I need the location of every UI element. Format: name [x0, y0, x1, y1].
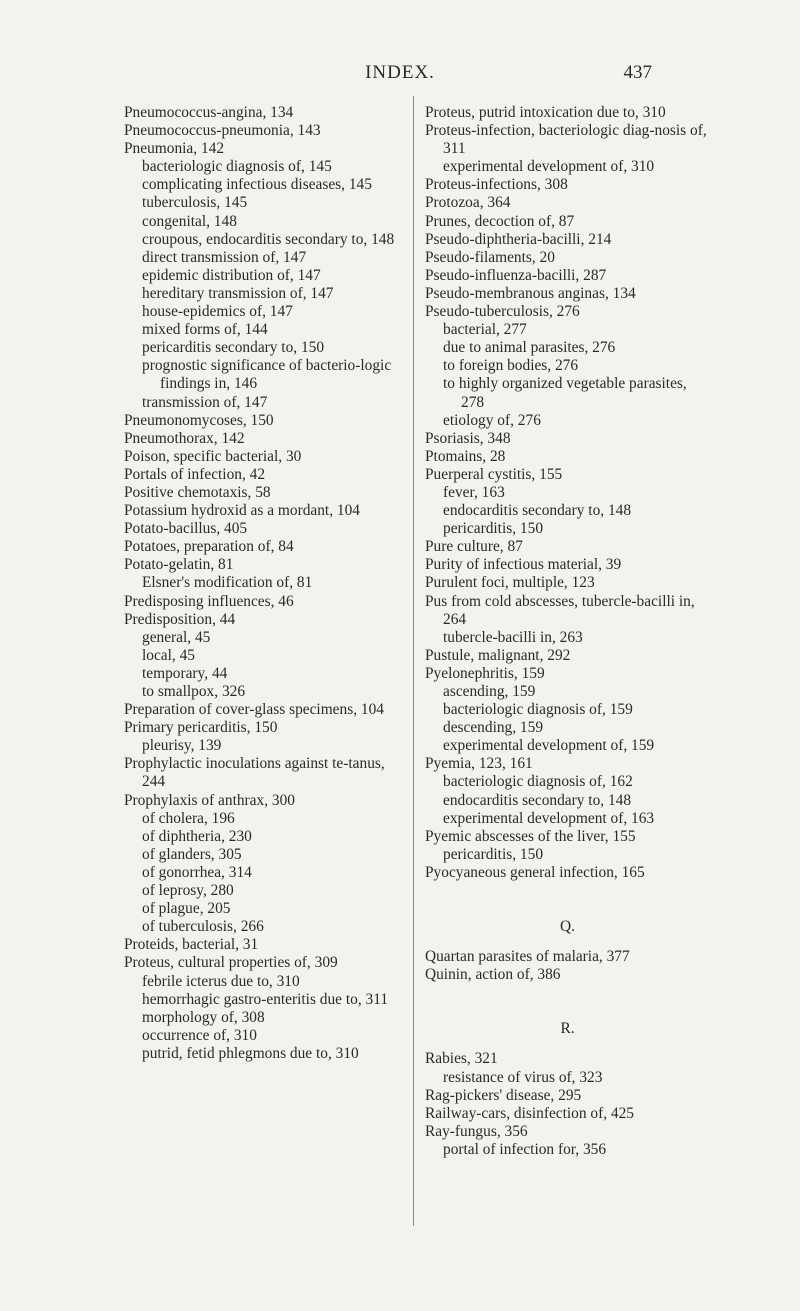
index-subentry: portal of infection for, 356 [443, 1140, 607, 1158]
index-subentry: of cholera, 196 [142, 809, 235, 827]
page-number: 437 [623, 62, 652, 83]
index-entry: Ray-fungus, 356 [425, 1122, 528, 1140]
index-subentry: morphology of, 308 [142, 1008, 265, 1026]
index-entry: Potato-gelatin, 81 [124, 556, 234, 574]
index-subentry: hemorrhagic gastro-enteritis due to, 311 [142, 990, 389, 1008]
index-entry: Quinin, action of, 386 [425, 966, 561, 984]
index-entry: Purity of infectious material, 39 [425, 556, 622, 574]
index-subentry: experimental development of, 163 [443, 809, 655, 827]
index-entry: Poison, specific bacterial, 30 [124, 447, 302, 465]
index-subentry: pericarditis secondary to, 150 [142, 339, 325, 357]
index-subentry: mixed forms of, 144 [142, 321, 268, 339]
index-entry: Prophylaxis of anthrax, 300 [124, 791, 295, 809]
index-subentry: croupous, endocarditis secondary to, 148 [142, 230, 395, 248]
index-entry: Proteids, bacterial, 31 [124, 936, 259, 954]
section-heading-r: R. [560, 1020, 575, 1038]
index-subentry: hereditary transmission of, 147 [142, 284, 334, 302]
index-subentry: transmission of, 147 [142, 393, 268, 411]
index-entry: Pure culture, 87 [425, 538, 523, 556]
index-entry: Pseudo-tuberculosis, 276 [425, 303, 580, 321]
index-entry: Pseudo-influenza-bacilli, 287 [425, 266, 607, 284]
index-subentry: bacteriologic diagnosis of, 145 [142, 158, 332, 176]
index-entry: Positive chemotaxis, 58 [124, 483, 271, 501]
index-subentry: febrile icterus due to, 310 [142, 972, 300, 990]
index-subentry: descending, 159 [443, 719, 544, 737]
index-subentry: endocarditis secondary to, 148 [443, 791, 632, 809]
index-subentry: local, 45 [142, 646, 195, 664]
index-subentry: direct transmission of, 147 [142, 248, 307, 266]
index-subentry: of glanders, 305 [142, 845, 242, 863]
index-entry: Pneumonomycoses, 150 [124, 411, 274, 429]
index-subentry: temporary, 44 [142, 664, 228, 682]
index-entry: Railway-cars, disinfection of, 425 [425, 1104, 634, 1122]
index-entry: Ptomains, 28 [425, 447, 506, 465]
index-entry: Pyemia, 123, 161 [425, 755, 533, 773]
index-subentry: of tuberculosis, 266 [142, 918, 264, 936]
index-entry: Predisposition, 44 [124, 610, 236, 628]
index-subentry: etiology of, 276 [443, 411, 541, 429]
index-entry: Proteus-infections, 308 [425, 176, 568, 194]
index-entry: Proteus, putrid intoxication due to, 310 [425, 104, 666, 121]
index-entry: Pneumococcus-pneumonia, 143 [124, 122, 321, 140]
index-subentry: Elsner's modification of, 81 [142, 574, 313, 592]
index-subentry: fever, 163 [443, 483, 505, 501]
index-subentry: of diphtheria, 230 [142, 827, 252, 845]
index-subentry: prognostic significance of bacterio-logic findings in, 146 [142, 357, 392, 393]
index-subentry: ascending, 159 [443, 683, 536, 700]
index-entry: Pustule, malignant, 292 [425, 646, 571, 664]
index-subentry: occurrence of, 310 [142, 1026, 257, 1044]
section-heading-q: Q. [560, 918, 575, 936]
index-subentry: epidemic distribution of, 147 [142, 266, 321, 284]
index-subentry: bacteriologic diagnosis of, 159 [443, 701, 633, 719]
index-subentry: tubercle-bacilli in, 263 [443, 628, 583, 646]
index-entry: Purulent foci, multiple, 123 [425, 574, 595, 592]
index-entry: Pyocyaneous general infection, 165 [425, 863, 645, 881]
index-entry: Rabies, 321 [425, 1050, 498, 1068]
index-subentry: congenital, 148 [142, 212, 237, 230]
index-entry: Potatoes, preparation of, 84 [124, 538, 294, 556]
index-entry: Pyelonephritis, 159 [425, 664, 545, 682]
page-header [0, 62, 800, 86]
index-subentry: bacterial, 277 [443, 321, 527, 339]
index-subentry: of leprosy, 280 [142, 882, 234, 900]
index-subentry: resistance of virus of, 323 [443, 1068, 603, 1086]
index-entry: Pyemic abscesses of the liver, 155 [425, 827, 636, 845]
index-subentry: putrid, fetid phlegmons due to, 310 [142, 1044, 359, 1062]
index-entry: Pseudo-diphtheria-bacilli, 214 [425, 230, 612, 248]
index-entry: Preparation of cover-glass specimens, 104 [124, 701, 384, 719]
index-subentry: of plague, 205 [142, 900, 231, 918]
index-entry: Primary pericarditis, 150 [124, 719, 278, 737]
index-subentry: house-epidemics of, 147 [142, 303, 293, 321]
index-entry: Proteus-infection, bacteriologic diag-nosis of, 311 [425, 122, 707, 158]
index-entry: Proteus, cultural properties of, 309 [124, 954, 338, 972]
index-subentry: endocarditis secondary to, 148 [443, 502, 632, 520]
index-entry: Prophylactic inoculations against te-tanus, 244 [124, 755, 385, 791]
index-subentry: complicating infectious diseases, 145 [142, 176, 372, 194]
index-entry: Pneumothorax, 142 [124, 429, 245, 447]
index-subentry: tuberculosis, 145 [142, 194, 248, 212]
index-subentry: experimental development of, 159 [443, 737, 655, 755]
index-entry: Puerperal cystitis, 155 [425, 465, 563, 483]
index-entry: Rag-pickers' disease, 295 [425, 1086, 582, 1104]
index-entry: Prunes, decoction of, 87 [425, 212, 575, 230]
right-column [425, 104, 710, 1159]
section-r [425, 1050, 710, 1159]
page-title: INDEX. [365, 62, 435, 83]
index-subentry: due to animal parasites, 276 [443, 339, 616, 357]
index-subentry: pleurisy, 139 [142, 737, 222, 755]
index-entry: Pseudo-membranous anginas, 134 [425, 284, 636, 302]
index-entry: Psoriasis, 348 [425, 429, 511, 447]
index-subentry: to foreign bodies, 276 [443, 357, 579, 375]
index-subentry: of gonorrhea, 314 [142, 863, 252, 881]
index-subentry: pericarditis, 150 [443, 845, 544, 863]
index-entry: Predisposing influences, 46 [124, 592, 294, 610]
index-entry: Pseudo-filaments, 20 [425, 248, 555, 266]
index-subentry: to highly organized vegetable parasites, 278 [443, 375, 687, 411]
left-column [124, 104, 402, 1063]
index-subentry: experimental development of, 310 [443, 158, 655, 176]
index-subentry: to smallpox, 326 [142, 683, 246, 700]
index-entry: Pneumonia, 142 [124, 140, 225, 158]
index-entry: Potato-bacillus, 405 [124, 520, 248, 538]
index-subentry: pericarditis, 150 [443, 520, 544, 538]
index-entry: Portals of infection, 42 [124, 465, 266, 483]
index-entry: Protozoa, 364 [425, 194, 511, 212]
index-subentry: bacteriologic diagnosis of, 162 [443, 773, 633, 791]
section-q [425, 948, 710, 984]
index-entry: Potassium hydroxid as a mordant, 104 [124, 502, 360, 520]
index-entry: Pus from cold abscesses, tubercle-bacilli in, 264 [425, 592, 695, 628]
index-subentry: general, 45 [142, 628, 211, 646]
section-p-continued [425, 104, 710, 882]
index-entry: Pneumococcus-angina, 134 [124, 104, 294, 121]
index-entry: Quartan parasites of malaria, 377 [425, 948, 630, 966]
column-divider [413, 96, 414, 1226]
